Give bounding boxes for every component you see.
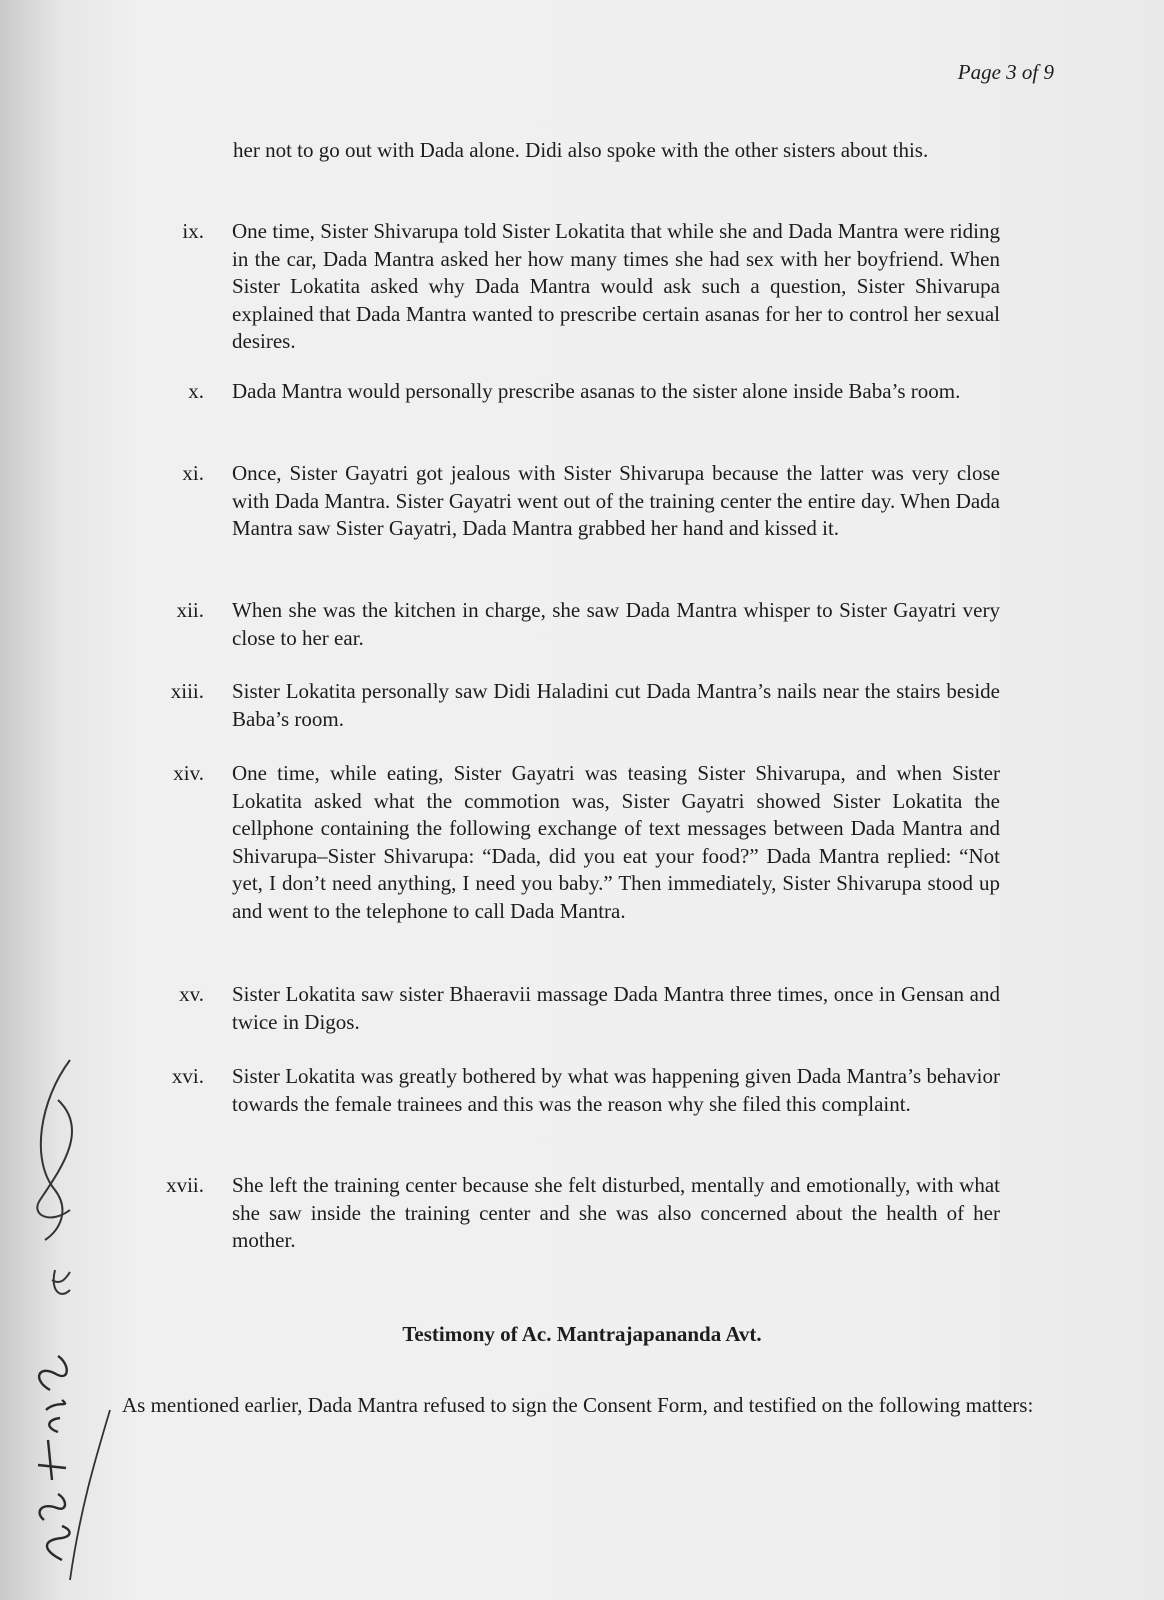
item-text: She left the training center because she felt disturbed, mentally and emotionally, with what she saw inside the training center and she was also concerned about the health of her mother. (232, 1173, 1000, 1252)
item-number: xvi. (171, 1064, 204, 1088)
item-text: One time, Sister Shivarupa told Sister Lokatita that while she and Dada Mantra were riding in the car, Dada Mantra asked her how many times she had sex with her boyfriend. When Sister Lokatita asked why Dada Mantra would ask such a question, Sister Shivarupa explained that Dada Mantra wanted to prescribe certain asanas for her to control her sexual desires. (232, 219, 1000, 353)
list-item (150, 760, 1000, 925)
section-heading: Testimony of Ac. Mantrajapananda Avt. (402, 1322, 762, 1346)
item-number: xvii. (166, 1173, 204, 1197)
list-item (150, 218, 1000, 356)
item-text: Sister Lokatita personally saw Didi Haladini cut Dada Mantra’s nails near the stairs beside Baba’s room. (232, 679, 1000, 731)
list-item (150, 460, 1000, 543)
item-text: Once, Sister Gayatri got jealous with Sister Shivarupa because the latter was very close with Dada Mantra. Sister Gayatri went out of the training center the entire day. When Dada Mantra saw Sister Gayatri, Dada Mantra grabbed her hand and kissed it. (232, 461, 1000, 540)
handwritten-signature (0, 1040, 140, 1600)
page-number: Page 3 of 9 (957, 60, 1054, 84)
item-number: xv. (179, 982, 204, 1006)
item-text: Sister Lokatita saw sister Bhaeravii massage Dada Mantra three times, once in Gensan and twice in Digos. (232, 982, 1000, 1034)
continuation-text: her not to go out with Dada alone. Didi also spoke with the other sisters about this. (233, 138, 929, 162)
list-item (150, 597, 1000, 652)
item-number: x. (188, 379, 204, 403)
list-item (150, 678, 1000, 733)
item-text: One time, while eating, Sister Gayatri was teasing Sister Shivarupa, and when Sister Lokatita asked what the commotion was, Sister Gayatri showed Sister Lokatita the cellphone containing the following exchange of text messages between Dada Mantra and Shivarupa–Sister Shivarupa: “Dada, did you eat your food?” Dada Mantra replied: “Not yet, I don’t need anything, I need you baby.” Then immediately, Sister Shivarupa stood up and went to the telephone to call Dada Mantra. (232, 761, 1000, 923)
item-number: xiv. (173, 761, 204, 785)
body-paragraph: As mentioned earlier, Dada Mantra refused to sign the Consent Form, and testified on the following matters: (122, 1393, 1034, 1417)
item-number: ix. (182, 219, 204, 243)
list-item (150, 378, 1000, 406)
item-number: xii. (176, 598, 204, 622)
list-item (150, 1063, 1000, 1118)
item-text: When she was the kitchen in charge, she saw Dada Mantra whisper to Sister Gayatri very close to her ear. (232, 598, 1000, 650)
item-text: Sister Lokatita was greatly bothered by what was happening given Dada Mantra’s behavior towards the female trainees and this was the reason why she filed this complaint. (232, 1064, 1000, 1116)
item-text: Dada Mantra would personally prescribe asanas to the sister alone inside Baba’s room. (232, 379, 961, 403)
item-number: xi. (182, 461, 204, 485)
item-number: xiii. (170, 679, 204, 703)
list-item (150, 981, 1000, 1036)
list-item (150, 1172, 1000, 1255)
